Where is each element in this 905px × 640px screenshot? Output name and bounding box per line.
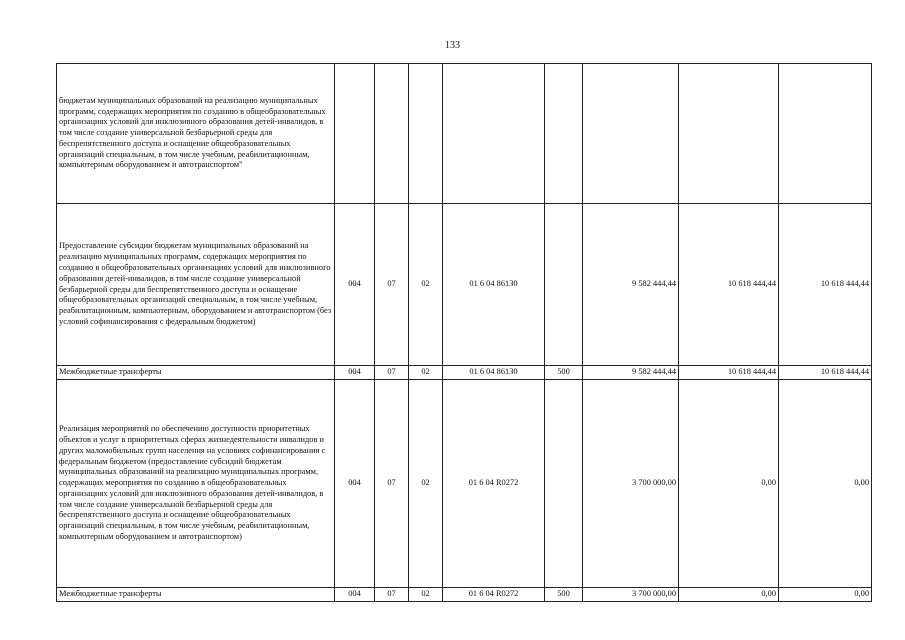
ministry-code: 004 xyxy=(335,588,375,602)
subsection-code: 02 xyxy=(409,366,443,380)
row-name: Межбюджетные трансферты xyxy=(57,366,335,380)
section-code xyxy=(375,64,409,204)
expense-type xyxy=(545,380,583,588)
amount-1: 9 582 444,44 xyxy=(583,366,679,380)
subsection-code: 02 xyxy=(409,380,443,588)
subsection-code xyxy=(409,64,443,204)
amount-1 xyxy=(583,64,679,204)
amount-1: 3 700 000,00 xyxy=(583,588,679,602)
target-code: 01 6 04 86130 xyxy=(443,204,545,366)
amount-2 xyxy=(679,64,779,204)
row-name: Межбюджетные трансферты xyxy=(57,588,335,602)
ministry-code: 004 xyxy=(335,366,375,380)
amount-2: 0,00 xyxy=(679,588,779,602)
amount-3: 10 618 444,44 xyxy=(779,366,872,380)
table-row xyxy=(57,204,872,366)
target-code xyxy=(443,64,545,204)
expense-type xyxy=(545,64,583,204)
table-row xyxy=(57,588,872,602)
expense-type: 500 xyxy=(545,588,583,602)
amount-3: 0,00 xyxy=(779,588,872,602)
expense-type xyxy=(545,204,583,366)
target-code: 01 6 04 R0272 xyxy=(443,380,545,588)
row-name: бюджетам муниципальных образований на реализацию муниципальных программ, содержащих мероприятия по созданию в общеобразовательных организациях условий для инклюзивного образования детей-инвалидов, в том числе создание универсальной безбарьерной среды для беспрепятственного доступа и оснащение общеобразовательных организаций специальным, в том числе учебным, реабилитационным, компьютерным оборудованием и автотранспортом" xyxy=(57,64,335,204)
subsection-code: 02 xyxy=(409,204,443,366)
row-name: Предоставление субсидии бюджетам муниципальных образований на реализацию муниципальных программ, содержащих мероприятия по созданию в общеобразовательных организациях условий для инклюзивного образования детей-инвалидов, в том числе создание универсальной безбарьерной среды для беспрепятственного доступа и оснащение общеобразовательных организаций специальным, в том числе учебным, реабилитационным, компьютерным, оборудованием и автотранспортом (без условий софинансирования с федеральным бюджетом) xyxy=(57,204,335,366)
amount-3: 0,00 xyxy=(779,380,872,588)
amount-1: 9 582 444,44 xyxy=(583,204,679,366)
amount-2: 10 618 444,44 xyxy=(679,204,779,366)
section-code: 07 xyxy=(375,588,409,602)
expense-type: 500 xyxy=(545,366,583,380)
amount-2: 10 618 444,44 xyxy=(679,366,779,380)
ministry-code xyxy=(335,64,375,204)
table-row xyxy=(57,64,872,204)
amount-3: 10 618 444,44 xyxy=(779,204,872,366)
amount-3 xyxy=(779,64,872,204)
page-number: 133 xyxy=(445,40,460,51)
amount-1: 3 700 000,00 xyxy=(583,380,679,588)
section-code: 07 xyxy=(375,204,409,366)
row-name: Реализация мероприятий по обеспечению доступности приоритетных объектов и услуг в приоритетных сферах жизнедеятельности инвалидов и других маломобильных групп населения на условиях софинансирования с федеральным бюджетом (предоставление субсидий бюджетам муниципальных образований на реализацию муниципальных программ, содержащих мероприятия по созданию в общеобразовательных организациях условий для инклюзивного образования детей-инвалидов, в том числе создание универсальной безбарьерной среды для беспрепятственного доступа и оснащение общеобразовательных организаций специальным, в том числе учебным, реабилитационным, компьютерным оборудованием и автотранспортом) xyxy=(57,380,335,588)
table-row xyxy=(57,366,872,380)
target-code: 01 6 04 R0272 xyxy=(443,588,545,602)
ministry-code: 004 xyxy=(335,380,375,588)
subsection-code: 02 xyxy=(409,588,443,602)
section-code: 07 xyxy=(375,380,409,588)
ministry-code: 004 xyxy=(335,204,375,366)
section-code: 07 xyxy=(375,366,409,380)
amount-2: 0,00 xyxy=(679,380,779,588)
table-row xyxy=(57,380,872,588)
budget-table xyxy=(56,63,872,602)
target-code: 01 6 04 86130 xyxy=(443,366,545,380)
